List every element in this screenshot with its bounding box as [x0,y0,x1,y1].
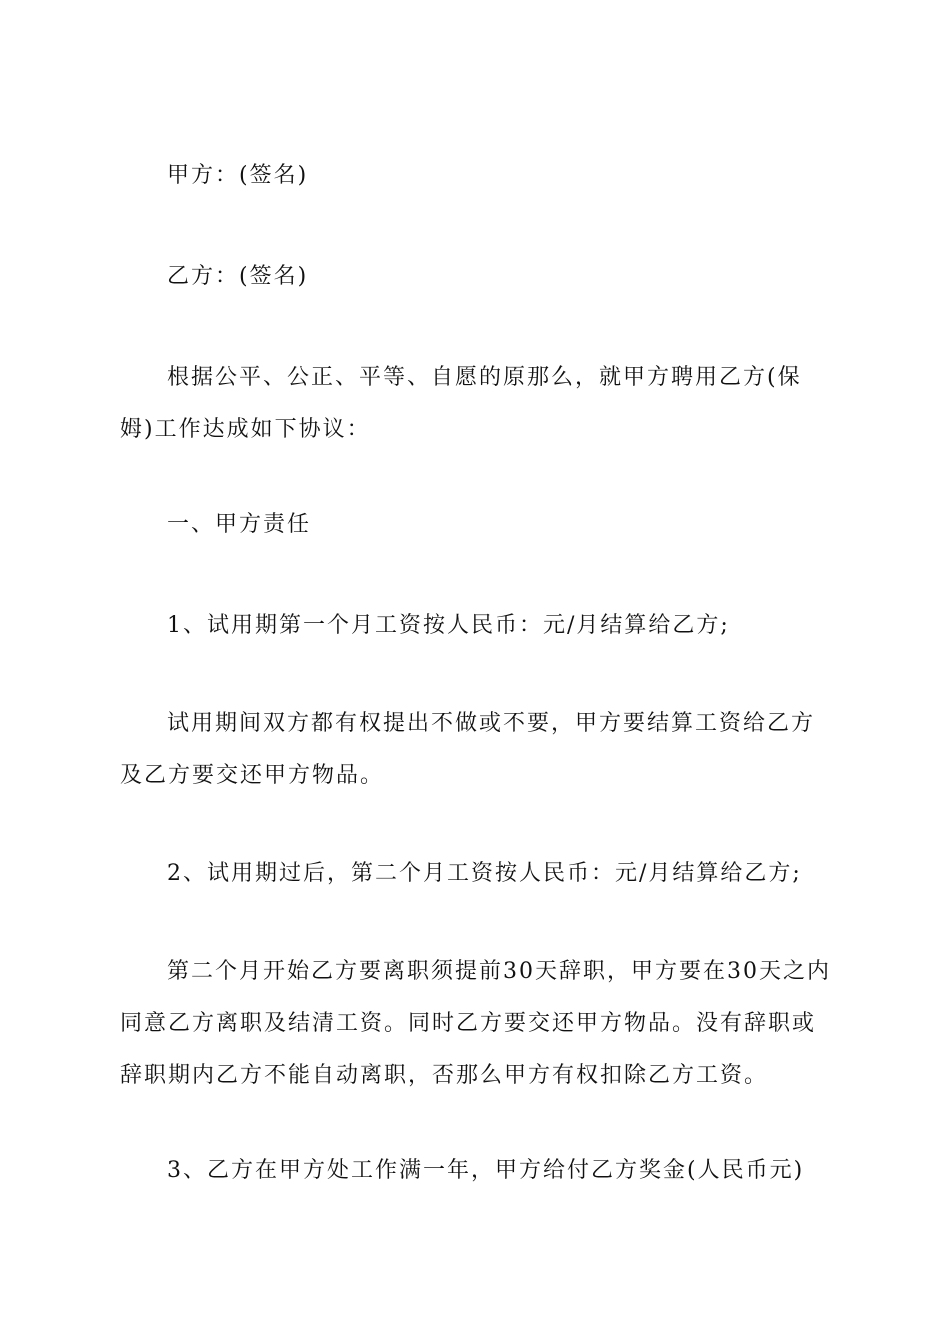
clause-1: 1、试用期第一个月工资按人民币：元/月结算给乙方; [167,613,730,638]
section-heading-party-a-duties: 一、甲方责任 [167,512,312,537]
clause-3: 3、乙方在甲方处工作满一年，甲方给付乙方奖金(人民币元) [167,1158,805,1183]
clause-1-probation-note: 试用期间双方都有权提出不做或不要，甲方要结算工资给乙方及乙方要交还甲方物品。 [120,711,816,788]
clause-2-resignation-note: 第二个月开始乙方要离职须提前30天辞职，甲方要在30天之内同意乙方离职及结清工资。同时乙方要交还甲方物品。没有辞职或辞职期内乙方不能自动离职，否那么甲方有权扣除乙方工资。 [120,959,831,1088]
clause-2: 2、试用期过后，第二个月工资按人民币：元/月结算给乙方; [167,861,802,886]
party-a-signature-line: 甲方：(签名) [167,163,309,188]
party-b-signature-line: 乙方：(签名) [167,264,309,289]
agreement-preamble: 根据公平、公正、平等、自愿的原那么，就甲方聘用乙方(保姆)工作达成如下协议： [120,365,802,442]
